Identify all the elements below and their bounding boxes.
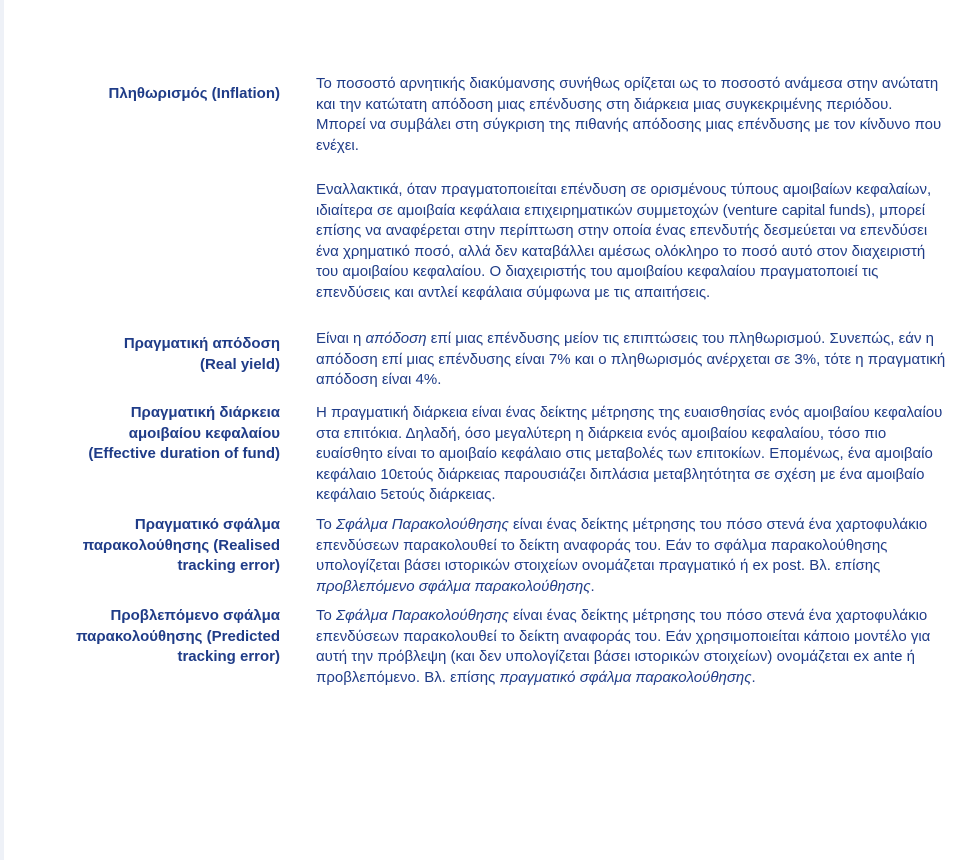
definition-inflation-p2: Εναλλακτικά, όταν πραγματοποιείται επένδυση σε ορισμένους τύπους αμοιβαίων κεφαλαίων, ιδιαίτερα σε αμοιβαία κεφάλαια επιχειρηματικών συμμετοχών (venture capital funds), μπορεί επίσης να αναφέρεται στην περίπτωση στην οποία ένας επενδυτής δεσμεύεται να επενδύσει ένα χρηματικό ποσό, αλλά δεν καταβάλλει αμέσως ολόκληρο το ποσό αυτό στον διαχειριστή του αμοιβαίου κεφαλαίου. Ο διαχειριστής του αμοιβαίου κεφαλαίου πραγματοποιεί τις επενδύσεις και αντλεί κεφάλαια σύμφωνα με τις απαιτήσεις. [316,181,932,301]
definition-italic-term: Σφάλμα Παρακολούθησης [336,607,509,624]
definition-text: είναι ένας δείκτης μέτρησης του πόσο στενά ένα χαρτοφυλάκιο επενδύσεων παρακολουθεί το δείκτη αναφοράς του. Εάν χρησιμοποιείται κάποιο μοντέλο για αυτή την πρόβλεψη (και δεν υπολογίζεται βάσει ιστορικών στοιχείων) ονομάζεται ex ante ή προβλεπόμενο. Βλ. επίσης [316,607,931,686]
definition-text: . [590,577,595,595]
definition-real-yield [316,329,946,391]
definition-realised-tracking-error [316,515,946,597]
definition-inflation-p1: Το ποσοστό αρνητικής διακύμανσης συνήθως ορίζεται ως το ποσοστό ανάμεσα στην ανώτατη και την κατώτατη απόδοση μιας επένδυσης στη διάρκεια μιας συγκεκριμένης περιόδου. Μπορεί να συμβάλει στη σύγκριση της πιθανής απόδοσης μιας επένδυσης με τον κίνδυνο που ενέχει. [316,75,942,154]
term-inflation: Πληθωρισμός (Inflation) [108,85,280,102]
definition-predicted-tracking-error [316,606,946,688]
definition-text: Το [316,516,337,533]
term-effective-duration: Πραγματική διάρκεια αμοιβαίου κεφαλαίου (Effective duration of fund) [88,404,280,462]
term-real-yield: Πραγματική απόδοση (Real yield) [123,335,280,373]
page-edge-rule [0,0,4,860]
definition-text: . [751,668,756,686]
term-realised-tracking-error: Πραγματικό σφάλμα παρακολούθησης (Realised tracking error) [82,516,280,574]
term-predicted-tracking-error: Προβλεπόμενο σφάλμα παρακολούθησης (Predicted tracking error) [76,607,280,665]
definition-italic-term: απόδοση [365,330,427,347]
definition-text: επί μιας επένδυσης μείον τις επιπτώσεις του πληθωρισμού. Συνεπώς, εάν η απόδοση επί μιας επένδυσης είναι 7% και ο πληθωρισμός ανέρχεται σε 3%, τότε η πραγματική απόδοση είναι 4%. [316,330,946,388]
definition-italic-term: Σφάλμα Παρακολούθησης [336,516,509,533]
definition-text: είναι ένας δείκτης μέτρησης του πόσο στενά ένα χαρτοφυλάκιο επενδύσεων παρακολουθεί το δείκτη αναφοράς του. Εάν το σφάλμα παρακολούθησης υπολογίζεται βάσει ιστορικών στοιχείων ονομάζεται πραγματικό ή ex post. Βλ. επίσης [316,516,928,574]
definition-text: Το [316,607,337,624]
definition-text: Είναι η [316,330,366,347]
definition-effective-duration: Η πραγματική διάρκεια είναι ένας δείκτης μέτρησης της ευαισθησίας ενός αμοιβαίου κεφαλαίου στα επιτόκια. Δηλαδή, όσο μεγαλύτερη η διάρκεια ενός αμοιβαίου κεφαλαίου, τόσο πιο ευαίσθητο είναι το αμοιβαίο κεφάλαιο στις μεταβολές των επιτοκίων. Επομένως, ένα αμοιβαίο κεφάλαιο 10ετούς διάρκειας παρουσιάζει διπλάσια μεταβλητότητα σε σχέση με ένα αμοιβαίο κεφάλαιο 5ετούς διάρκειας. [316,404,943,503]
definition-cross-reference: προβλεπόμενο σφάλμα παρακολούθησης [316,577,591,595]
definition-cross-reference: πραγματικό σφάλμα παρακολούθησης [499,668,752,686]
